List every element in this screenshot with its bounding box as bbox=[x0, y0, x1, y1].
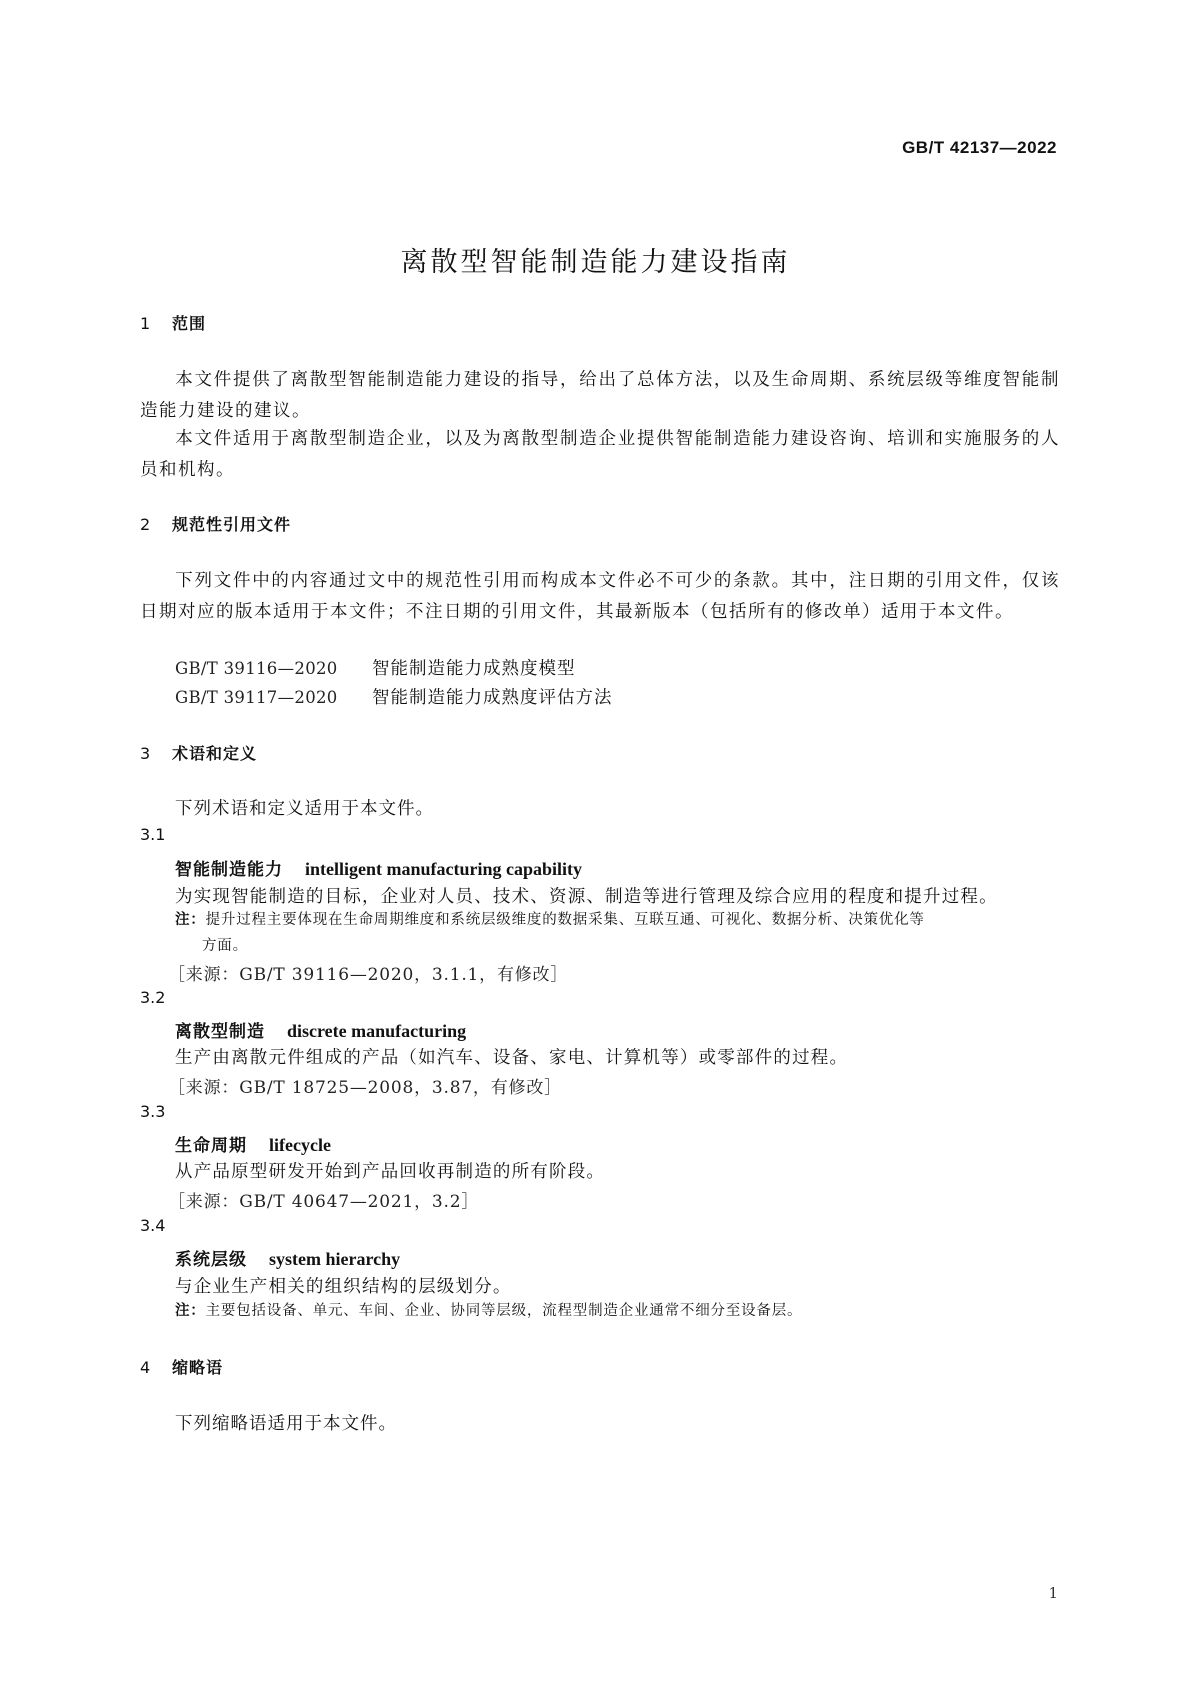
section-title: 术语和定义 bbox=[172, 744, 258, 763]
clause-number: 3.1 bbox=[140, 825, 166, 844]
term-definition: 与企业生产相关的组织结构的层级划分。 bbox=[175, 1277, 512, 1297]
document-title: 离散型智能制造能力建设指南 bbox=[400, 247, 791, 278]
term-note bbox=[175, 1298, 1060, 1324]
note-text-continued: 方面。 bbox=[202, 938, 248, 954]
paragraph-text: 本文件提供了离散型智能制造能力建设的指导，给出了总体方法，以及生命周期、系统层级等维度智能制造能力建设的建议。 bbox=[140, 370, 1060, 421]
term-chinese: 离散型制造 bbox=[175, 1022, 265, 1042]
note-label: 注： bbox=[175, 1303, 206, 1319]
section-4-heading bbox=[140, 1355, 223, 1378]
section-title: 范围 bbox=[172, 314, 207, 333]
section-4-intro: 下列缩略语适用于本文件。 bbox=[175, 1414, 397, 1434]
note-text: 主要包括设备、单元、车间、企业、协同等层级，流程型制造企业通常不细分至设备层。 bbox=[205, 1303, 803, 1319]
term-english: intelligent manufacturing capability bbox=[305, 859, 583, 879]
section-title: 规范性引用文件 bbox=[172, 515, 292, 534]
paragraph-text: 本文件适用于离散型制造企业，以及为离散型制造企业提供智能制造能力建设咨询、培训和实施服务的人员和机构。 bbox=[140, 429, 1060, 480]
term-english: lifecycle bbox=[269, 1135, 331, 1155]
standard-code: GB/T 42137—2022 bbox=[902, 138, 1057, 157]
paragraph-text: 下列文件中的内容通过文中的规范性引用而构成本文件必不可少的条款。其中，注日期的引用文件，仅该日期对应的版本适用于本文件；不注日期的引用文件，其最新版本（包括所有的修改单）适用于本文件。 bbox=[140, 571, 1060, 622]
reference-code: GB/T 39116—2020 bbox=[175, 659, 338, 678]
section-number: 3 bbox=[140, 744, 152, 763]
section-1-paragraph-1 bbox=[140, 365, 1060, 427]
section-1-heading bbox=[140, 311, 206, 334]
section-number: 1 bbox=[140, 314, 152, 333]
normative-reference-2 bbox=[175, 684, 613, 709]
reference-code: GB/T 39117—2020 bbox=[175, 688, 338, 707]
section-3-heading bbox=[140, 741, 257, 764]
clause-number: 3.3 bbox=[140, 1102, 166, 1121]
term-heading bbox=[175, 1245, 400, 1270]
section-3-intro: 下列术语和定义适用于本文件。 bbox=[175, 799, 434, 819]
term-definition: 为实现智能制造的目标，企业对人员、技术、资源、制造等进行管理及综合应用的程度和提升过程。 bbox=[175, 887, 998, 907]
term-definition: 生产由离散元件组成的产品（如汽车、设备、家电、计算机等）或零部件的过程。 bbox=[175, 1048, 849, 1068]
term-source: ［来源：GB/T 40647—2021，3.2］ bbox=[168, 1192, 480, 1212]
note-text: 提升过程主要体现在生命周期维度和系统层级维度的数据采集、互联互通、可视化、数据分析、决策优化等 bbox=[205, 912, 925, 928]
reference-title: 智能制造能力成熟度模型 bbox=[372, 659, 576, 679]
term-english: system hierarchy bbox=[269, 1249, 401, 1269]
section-2-heading bbox=[140, 512, 291, 535]
clause-number: 3.2 bbox=[140, 988, 166, 1007]
reference-title: 智能制造能力成熟度评估方法 bbox=[372, 688, 613, 708]
section-1-paragraph-2 bbox=[140, 424, 1060, 486]
term-source: ［来源：GB/T 18725—2008，3.87，有修改］ bbox=[168, 1078, 562, 1098]
clause-number: 3.4 bbox=[140, 1216, 166, 1235]
term-chinese: 系统层级 bbox=[175, 1250, 247, 1270]
term-note bbox=[175, 907, 1060, 959]
term-definition: 从产品原型研发开始到产品回收再制造的所有阶段。 bbox=[175, 1162, 606, 1182]
term-heading bbox=[175, 855, 582, 880]
term-heading bbox=[175, 1131, 331, 1156]
term-chinese: 生命周期 bbox=[175, 1136, 247, 1156]
section-number: 2 bbox=[140, 515, 152, 534]
term-heading bbox=[175, 1017, 466, 1042]
normative-reference-1 bbox=[175, 655, 576, 680]
page-number: 1 bbox=[1048, 1584, 1058, 1602]
section-title: 缩略语 bbox=[172, 1358, 224, 1377]
term-source: ［来源：GB/T 39116—2020，3.1.1，有修改］ bbox=[168, 965, 569, 985]
note-label: 注： bbox=[175, 912, 206, 928]
term-chinese: 智能制造能力 bbox=[175, 860, 283, 880]
term-english: discrete manufacturing bbox=[287, 1021, 467, 1041]
section-2-paragraph bbox=[140, 566, 1060, 628]
section-number: 4 bbox=[140, 1358, 152, 1377]
